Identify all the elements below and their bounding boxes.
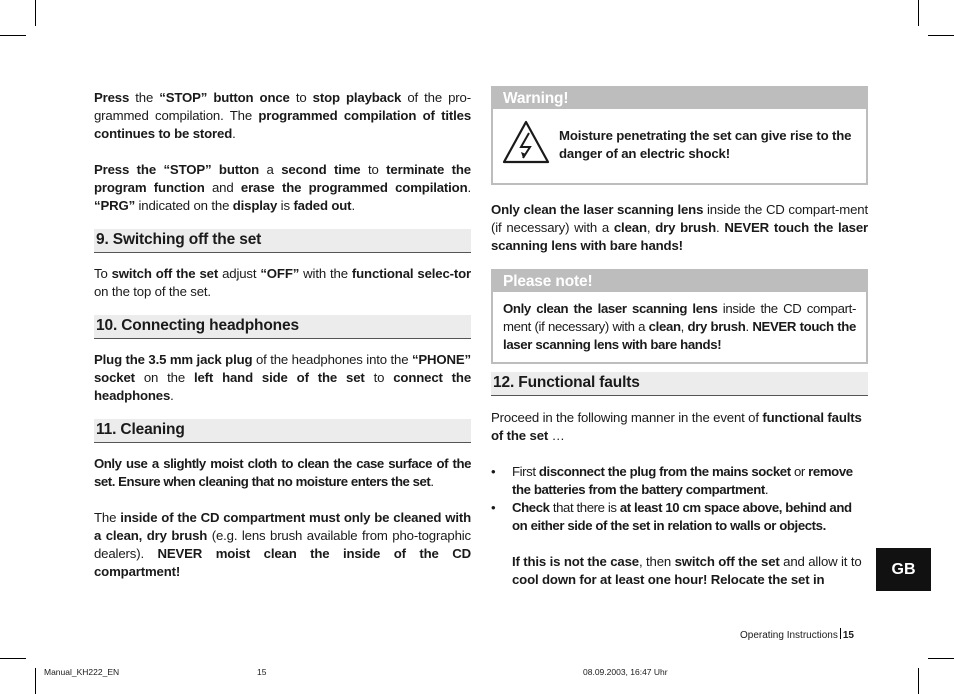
cleaning-paragraph	[94, 455, 471, 491]
text-run: to	[364, 370, 394, 385]
section-heading-12: 12. Functional faults	[491, 372, 868, 396]
crop-mark	[35, 668, 36, 694]
text-run: First	[512, 464, 539, 479]
text-run: inside the CD compart-ment (if necessary) with a	[503, 301, 856, 334]
left-column	[94, 89, 471, 581]
bold-text-run: functional selec-tor	[351, 266, 472, 281]
text-run: and allow it to	[779, 554, 862, 569]
text-run: .	[351, 198, 355, 213]
text-run: and	[204, 180, 241, 195]
high-voltage-warning-icon	[501, 119, 551, 170]
bold-text-run: at least 10 cm space above, behind and on either side of the set in relation to walls or objects.	[512, 500, 852, 533]
slug-date: 08.09.2003, 16:47 Uhr	[583, 667, 668, 677]
bold-text-run: stop playback	[312, 90, 402, 105]
text-run: adjust	[218, 266, 261, 281]
text-run: of the headphones into the	[252, 352, 412, 367]
text-run: with the	[299, 266, 352, 281]
text-run: on the	[134, 370, 194, 385]
slug-filename: Manual_KH222_EN	[44, 667, 120, 677]
bold-text-run: “OFF”	[260, 266, 300, 281]
list-item-text	[512, 500, 852, 533]
text-run: ,	[680, 319, 688, 334]
list-item-continuation	[512, 553, 868, 589]
text-run: The	[94, 510, 121, 525]
bold-text-run: Only clean the laser scanning lens	[491, 202, 704, 217]
section-heading-10: 10. Connecting headphones	[94, 315, 471, 339]
bold-text-run: connect the headphones	[94, 370, 472, 403]
bold-text-run: disconnect the plug from the mains socket	[538, 464, 791, 479]
text-run: …	[548, 428, 565, 443]
bold-text-run: Only clean the laser scanning lens	[503, 301, 718, 316]
text-run: .	[170, 388, 174, 403]
bold-text-run: functional faults of the set	[491, 410, 862, 443]
stop-paragraph	[94, 89, 471, 143]
page-footer	[740, 628, 854, 641]
text-run: on the top of the set.	[94, 284, 211, 299]
crop-mark	[35, 0, 36, 26]
stop-twice-paragraph	[94, 161, 471, 215]
bold-text-run: Plug the 3.5 mm jack plug	[94, 352, 253, 367]
warning-text: Moisture penetrating the set can give rise to the danger of an electric shock!	[559, 127, 852, 161]
bullet: •	[491, 500, 496, 515]
bullet: •	[491, 464, 496, 479]
note-text	[493, 292, 866, 362]
text-run: .	[764, 482, 769, 497]
faults-intro-paragraph	[491, 409, 868, 445]
section-heading-9: 9. Switching off the set	[94, 229, 471, 253]
bold-text-run: NEVER moist clean the inside of the CD compartment!	[94, 546, 471, 579]
bold-text-run: second time	[281, 162, 361, 177]
bold-text-run: left hand side of the set	[193, 370, 365, 385]
page-number: 15	[842, 630, 854, 641]
bold-text-run: clean	[613, 220, 647, 235]
bold-text-run: switch off the set	[111, 266, 219, 281]
right-column	[491, 86, 868, 589]
cd-compartment-paragraph	[94, 509, 471, 581]
section-heading-11: 11. Cleaning	[94, 419, 471, 443]
text-run: (e.g. lens brush available from pho-tographic dealers).	[94, 528, 471, 561]
bold-text-run: dry brush	[655, 220, 716, 235]
list-item	[491, 463, 868, 499]
headphones-paragraph	[94, 351, 471, 405]
bold-text-run: terminate the program function	[94, 162, 471, 195]
bold-text-run: NEVER touch the laser scanning lens with bare hands!	[503, 319, 856, 352]
bold-text-run: clean	[648, 319, 681, 334]
bold-text-run: inside of the CD compartment must only be cleaned with a clean, dry brush	[94, 510, 471, 543]
crop-mark	[0, 658, 26, 659]
bold-text-run: Press the “STOP” button	[94, 162, 260, 177]
text-run: indicated on the	[135, 198, 233, 213]
list-item	[491, 499, 868, 589]
text-run: the	[129, 90, 160, 105]
bold-text-run: remove the batteries from the battery compartment	[512, 464, 853, 497]
text-run: .	[430, 474, 434, 489]
bold-text-run: “PHONE” socket	[94, 352, 472, 385]
bold-text-run: switch off the set	[674, 554, 780, 569]
bold-text-run: Check	[512, 500, 550, 515]
bold-text-run: faded out	[293, 198, 352, 213]
bold-text-run: “STOP” button once	[159, 90, 290, 105]
bold-text-run: display	[232, 198, 278, 213]
text-run: .	[467, 180, 471, 195]
warning-title: Warning!	[493, 88, 866, 109]
text-run: , then	[639, 554, 675, 569]
text-run: .	[715, 220, 725, 235]
crop-mark	[928, 35, 954, 36]
crop-mark	[918, 668, 919, 694]
warning-box	[491, 86, 868, 185]
crop-mark	[918, 0, 919, 26]
text-run: .	[745, 319, 753, 334]
footer-divider	[840, 628, 841, 639]
lens-paragraph	[491, 201, 868, 255]
note-title: Please note!	[493, 271, 866, 292]
text-run: of the pro-grammed compilation. The	[94, 90, 471, 123]
text-run: To	[94, 266, 112, 281]
bold-text-run: Only use a slightly moist cloth to clean the case surface of the set. Ensure when cleaning that no moisture enters the set	[94, 456, 471, 489]
text-run: to	[289, 90, 313, 105]
note-box	[491, 269, 868, 364]
crop-mark	[928, 658, 954, 659]
text-run: inside the CD compart-ment (if necessary) with a	[491, 202, 868, 235]
language-tab: GB	[876, 548, 931, 591]
bold-text-run: programmed compilation of titles continues to be stored	[94, 108, 472, 141]
bold-text-run: “PRG”	[94, 198, 136, 213]
crop-mark	[0, 35, 26, 36]
text-run: or	[790, 464, 809, 479]
list-item-text	[512, 464, 853, 497]
warning-body	[493, 109, 866, 183]
text-run: Proceed in the following manner in the event of	[491, 410, 763, 425]
bold-text-run: erase the programmed compilation	[240, 180, 468, 195]
text-run: ,	[646, 220, 656, 235]
faults-list	[491, 463, 868, 589]
footer-label: Operating Instructions	[740, 630, 838, 641]
bold-text-run: Press	[94, 90, 130, 105]
text-run: is	[277, 198, 294, 213]
text-run: that there is	[549, 500, 620, 515]
switch-off-paragraph	[94, 265, 471, 301]
text-run: to	[360, 162, 387, 177]
slug-page: 15	[257, 667, 267, 677]
text-run: a	[259, 162, 282, 177]
bold-text-run: dry brush	[687, 319, 746, 334]
bold-text-run: cool down for at least one hour! Relocate the set in	[512, 572, 825, 587]
bold-text-run: If this is not the case	[512, 554, 639, 569]
bold-text-run: NEVER touch the laser scanning lens with bare hands!	[491, 220, 869, 253]
text-run: .	[232, 126, 236, 141]
